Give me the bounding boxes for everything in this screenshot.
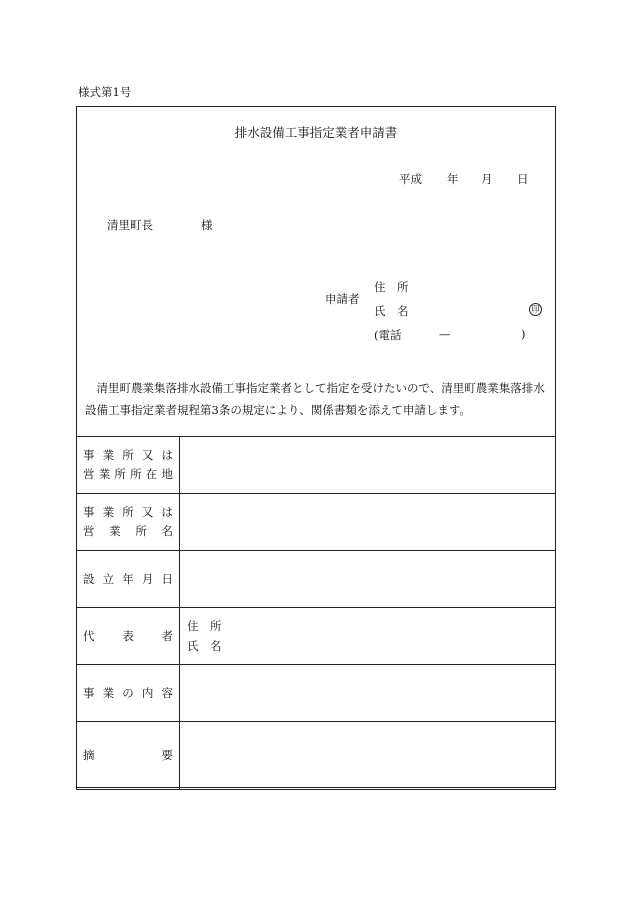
row-label-line: 設 立 年 月 日 [83,571,173,586]
table-row [77,437,556,494]
phone-close: ) [521,327,526,341]
row-label [77,608,180,665]
date-year: 年 [447,172,459,186]
row-value-field[interactable] [180,551,556,608]
row-label-line: 営 業 所 名 [83,524,173,538]
row-value-label: 氏 名 [187,639,222,653]
applicant-block [77,279,555,349]
addressee [107,217,213,233]
addressee-name: 清里町長 [107,218,153,232]
row-value-field[interactable] [180,437,556,494]
row-label [77,551,180,608]
table-row [77,494,556,551]
date-day: 日 [517,172,529,186]
details-table [76,436,556,790]
table-row [77,722,556,790]
row-value-label: 住 所 [187,619,222,633]
row-label-line: 事 業 の 内 容 [83,685,173,700]
row-label-line: 事 業 所 又 は [83,448,173,462]
row-label [77,494,180,551]
addressee-honorific: 様 [201,218,213,232]
form-title: 排水設備工事指定業者申請書 [234,125,398,140]
table-row [77,665,556,722]
seal-icon: 印 [529,303,542,316]
row-value-field[interactable] [180,608,556,665]
row-label [77,437,180,494]
row-value-field[interactable] [180,494,556,551]
applicant-address-label: 住 所 [374,280,409,294]
row-label-line: 摘 要 [83,748,173,762]
row-label-line: 事 業 所 又 は [83,505,173,519]
application-form [76,106,556,788]
row-label-line: 営 業 所 所 在 地 [83,467,173,481]
applicant-name-label: 氏 名 [374,304,409,318]
applicant-label: 申請者 [325,292,360,306]
date-month: 月 [481,172,493,186]
phone-open: (電話 [374,328,402,342]
phone-dash: — [439,327,451,341]
form-number: 様式第1号 [78,85,132,99]
table-row [77,551,556,608]
date-era: 平成 [399,172,422,186]
row-label [77,722,180,790]
application-statement: 清里町農業集落排水設備工事指定業者として指定を受けたいので、清里町農業集落排水設備工事指定業者規程第3条の規定により、関係書類を添えて申請します。 [85,381,545,417]
row-value-field[interactable] [180,665,556,722]
row-value-field[interactable] [180,722,556,790]
row-label-line: 代 表 者 [83,628,173,643]
row-label [77,665,180,722]
table-row [77,608,556,665]
